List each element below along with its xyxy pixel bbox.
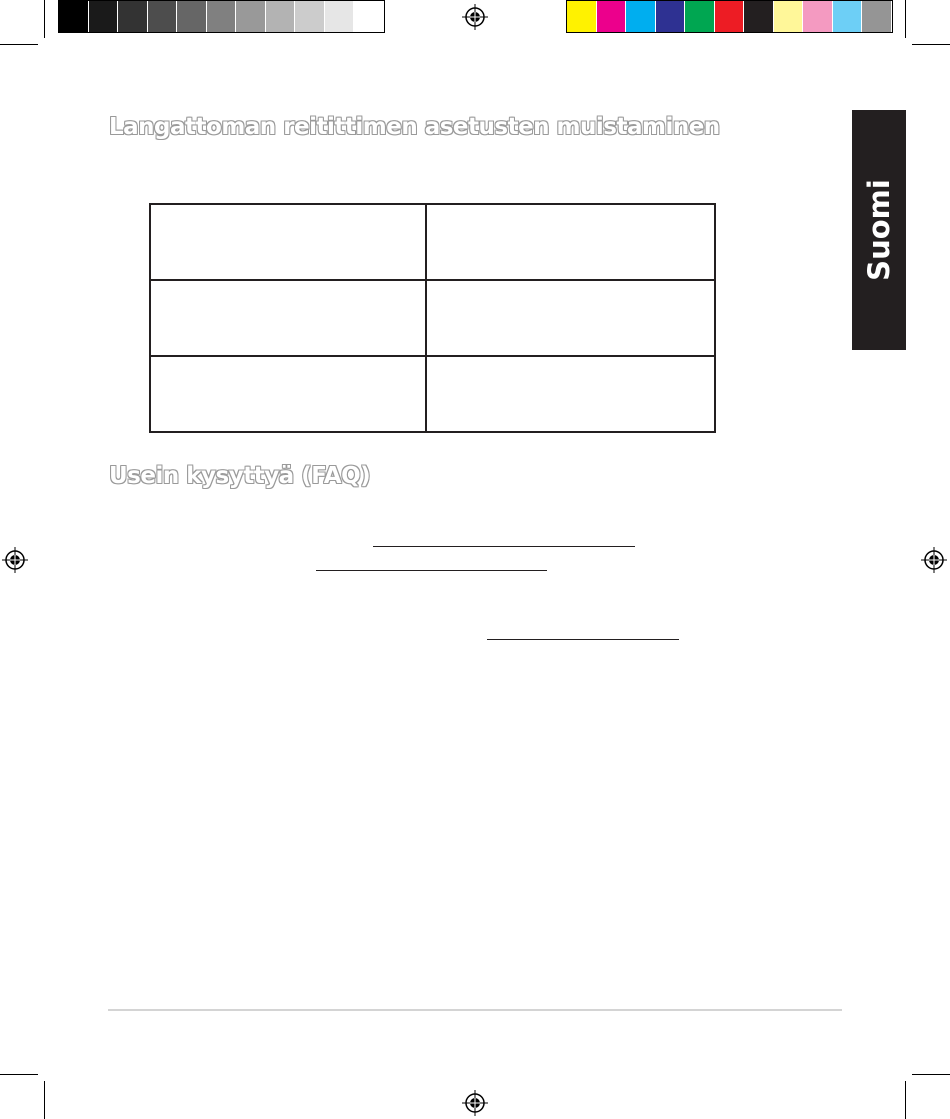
color-swatch [656, 1, 686, 32]
color-swatch [833, 1, 863, 32]
grayscale-swatch [89, 1, 119, 32]
table-row [150, 356, 715, 432]
faq-heading: Usein kysyttyä (FAQ) [109, 463, 371, 489]
color-swatch [744, 1, 774, 32]
grayscale-swatch [207, 1, 237, 32]
grayscale-swatch [148, 1, 178, 32]
table-cell [426, 280, 715, 356]
grayscale-swatch [118, 1, 148, 32]
language-tab [852, 110, 906, 350]
faq-underline [373, 546, 635, 547]
language-tab-label: Suomi [862, 179, 896, 281]
table-row [150, 204, 715, 280]
color-swatch [626, 1, 656, 32]
table-cell [150, 280, 426, 356]
crop-mark-top-left-v [44, 0, 45, 38]
table-cell [150, 356, 426, 432]
table-cell [426, 204, 715, 280]
grayscale-swatch [354, 1, 384, 32]
grayscale-swatch [266, 1, 296, 32]
router-settings-heading: Langattoman reitittimen asetusten muistaminen [109, 114, 720, 140]
crop-mark-top-left-h [0, 44, 38, 45]
faq-underline [487, 639, 679, 640]
faq-underline [316, 570, 547, 571]
crop-mark-bottom-right-h [912, 1074, 950, 1075]
registration-mark-left [2, 547, 28, 573]
footer-rule [108, 1009, 842, 1011]
table-cell [150, 204, 426, 280]
crop-mark-top-right-h [912, 44, 950, 45]
color-swatch [803, 1, 833, 32]
registration-mark-top [462, 4, 488, 30]
color-swatch [862, 1, 892, 32]
color-swatch [597, 1, 627, 32]
table-row [150, 280, 715, 356]
color-swatch [715, 1, 745, 32]
crop-mark-bottom-left-v [44, 1081, 45, 1119]
color-swatch [567, 1, 597, 32]
registration-mark-bottom [462, 1090, 488, 1116]
table-cell [426, 356, 715, 432]
grayscale-swatch [236, 1, 266, 32]
grayscale-swatch [295, 1, 325, 32]
grayscale-swatch [59, 1, 89, 32]
settings-table [149, 203, 716, 433]
crop-mark-bottom-right-v [905, 1081, 906, 1119]
color-swatch [685, 1, 715, 32]
grayscale-swatch [177, 1, 207, 32]
grayscale-swatch [325, 1, 355, 32]
color-calibration-bar [566, 0, 893, 33]
registration-mark-right [921, 547, 947, 573]
crop-mark-bottom-left-h [0, 1074, 38, 1075]
grayscale-calibration-bar [58, 0, 385, 33]
crop-mark-top-right-v [905, 0, 906, 38]
color-swatch [774, 1, 804, 32]
